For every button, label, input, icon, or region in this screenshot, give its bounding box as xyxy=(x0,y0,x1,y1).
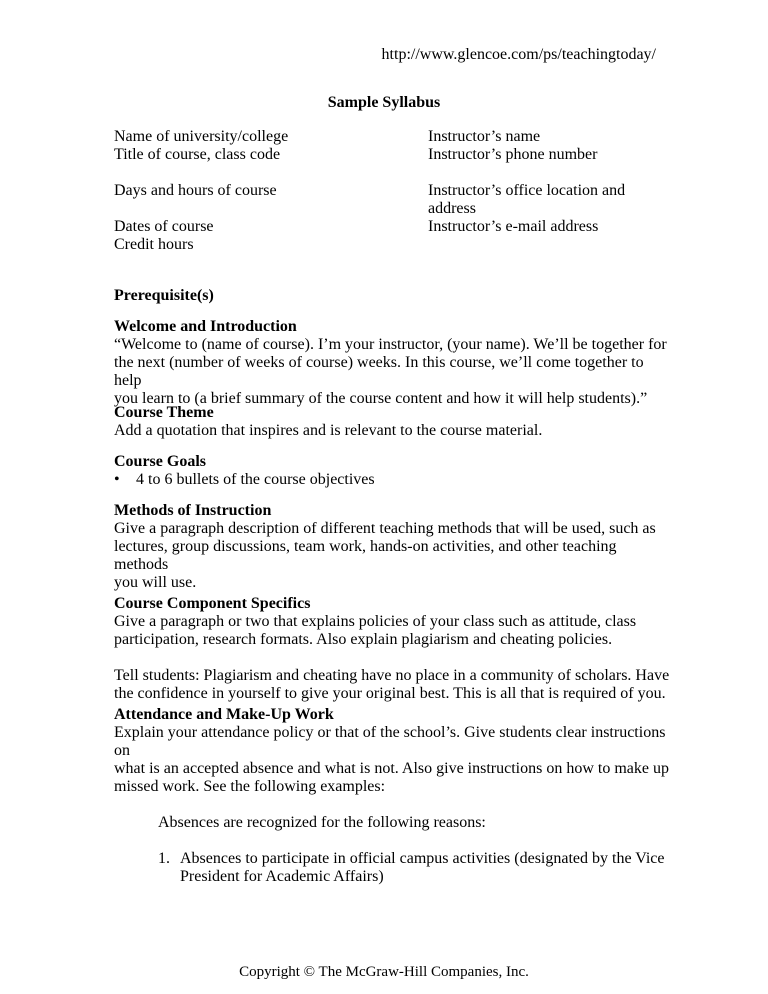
instructor-phone: Instructor’s phone number xyxy=(428,146,598,163)
section-heading: Welcome and Introduction xyxy=(114,318,297,335)
course-info-right xyxy=(428,128,625,236)
section-methods xyxy=(114,502,674,592)
section-prerequisites xyxy=(114,287,674,305)
paragraph-line: Give a paragraph or two that explains policies of your class such as attitude, class xyxy=(114,613,637,630)
section-attendance xyxy=(114,706,674,886)
list-item xyxy=(114,471,674,489)
paragraph-line: missed work. See the following examples: xyxy=(114,778,386,795)
section-welcome xyxy=(114,318,674,408)
page-title: Sample Syllabus xyxy=(327,94,441,111)
course-info-left xyxy=(114,128,288,254)
header-url: http://www.glencoe.com/ps/teachingtoday/ xyxy=(381,46,656,63)
section-heading: Attendance and Make-Up Work xyxy=(114,706,334,723)
paragraph-line: lectures, group discussions, team work, hands-on activities, and other teaching methods xyxy=(114,538,617,573)
copyright-footer: Copyright © The McGraw-Hill Companies, Inc. xyxy=(239,964,529,980)
paragraph-line: the next (number of weeks of course) weeks. In this course, we’ll come together to help xyxy=(114,354,644,389)
item-number: 1. xyxy=(158,850,170,867)
instructor-office-cont: address xyxy=(428,200,476,217)
paragraph-line: the confidence in yourself to give your original best. This is all that is required of you. xyxy=(114,685,666,702)
credit-hours: Credit hours xyxy=(114,236,194,253)
instructor-office: Instructor’s office location and xyxy=(428,182,626,199)
section-theme xyxy=(114,404,674,440)
list-item-text: 4 to 6 bullets of the course objectives xyxy=(136,471,375,488)
section-goals xyxy=(114,453,674,489)
paragraph-line: you will use. xyxy=(114,574,197,591)
numbered-item xyxy=(114,850,674,886)
days-hours: Days and hours of course xyxy=(114,182,277,199)
instructor-email: Instructor’s e-mail address xyxy=(428,218,599,235)
bullet-icon: • xyxy=(114,471,120,488)
section-heading: Course Goals xyxy=(114,453,206,470)
paragraph-line: “Welcome to (name of course). I’m your instructor, (your name). We’ll be together for xyxy=(114,336,667,353)
paragraph-line: Explain your attendance policy or that of the school’s. Give students clear instructions on xyxy=(114,724,666,759)
instructor-name: Instructor’s name xyxy=(428,128,541,145)
item-text: Absences to participate in official campus activities (designated by the Vice xyxy=(180,850,665,867)
paragraph-line: you learn to (a brief summary of the course content and how it will help students).” xyxy=(114,390,648,407)
section-heading: Methods of Instruction xyxy=(114,502,272,519)
item-text-cont: President for Academic Affairs) xyxy=(180,868,384,885)
section-heading: Prerequisite(s) xyxy=(114,287,214,304)
course-dates: Dates of course xyxy=(114,218,214,235)
paragraph-line: Tell students: Plagiarism and cheating have no place in a community of scholars. Have xyxy=(114,667,670,684)
paragraph-line: Give a paragraph description of different teaching methods that will be used, such as xyxy=(114,520,656,537)
section-components xyxy=(114,595,674,703)
section-heading: Course Theme xyxy=(114,404,214,421)
section-heading: Course Component Specifics xyxy=(114,595,311,612)
indented-line: Absences are recognized for the following reasons: xyxy=(158,814,486,831)
university-name: Name of university/college xyxy=(114,128,289,145)
paragraph-line: Add a quotation that inspires and is relevant to the course material. xyxy=(114,422,543,439)
course-title: Title of course, class code xyxy=(114,146,281,163)
paragraph-line: participation, research formats. Also explain plagiarism and cheating policies. xyxy=(114,631,613,648)
paragraph-line: what is an accepted absence and what is not. Also give instructions on how to make up xyxy=(114,760,669,777)
